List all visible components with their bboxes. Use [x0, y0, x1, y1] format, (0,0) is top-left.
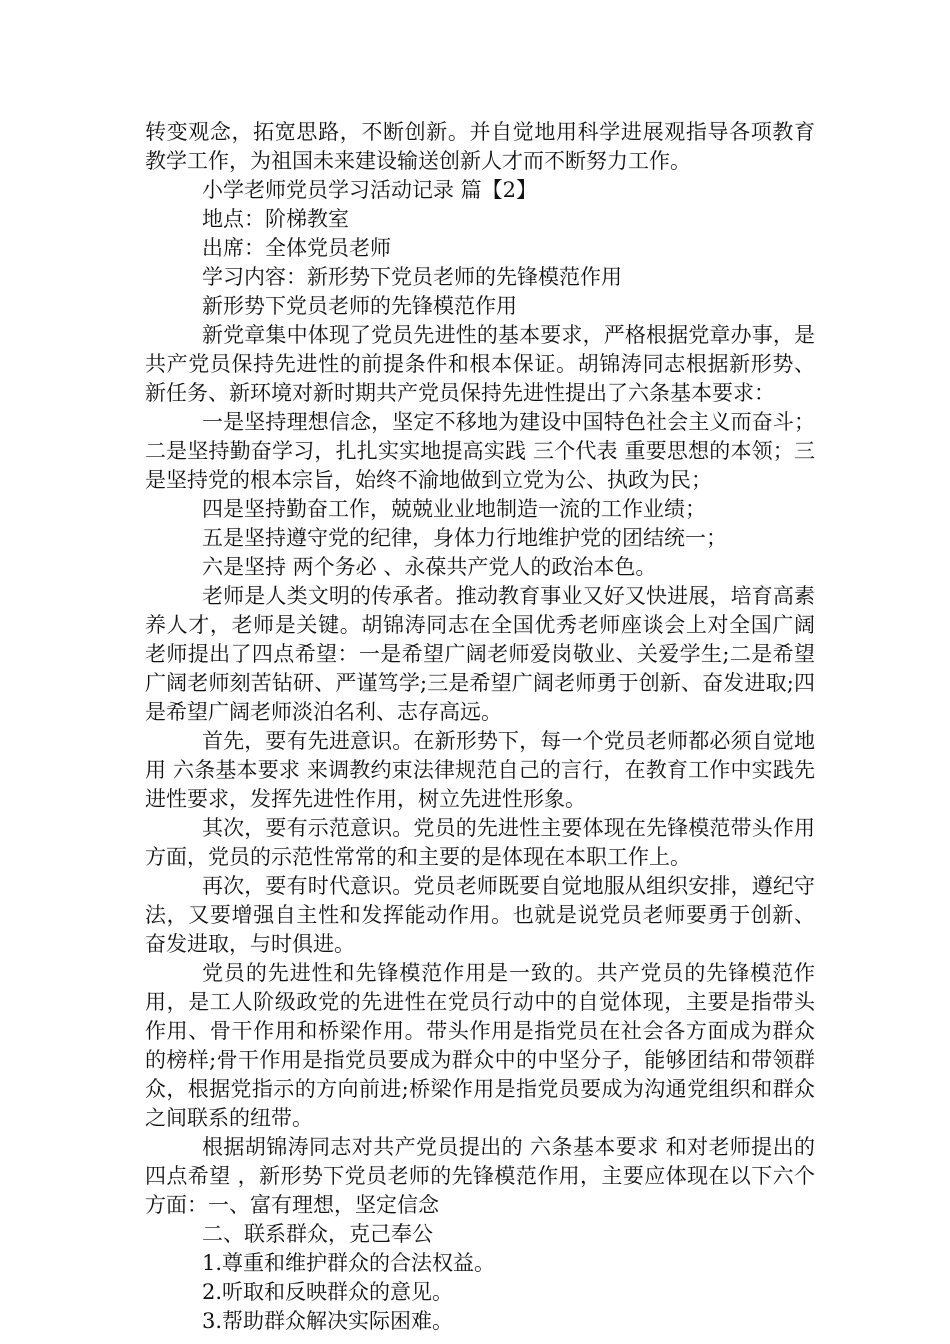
location-line: 地点：阶梯教室 [202, 207, 349, 231]
paragraph: 其次，要有示范意识。党员的先进性主要体现在先锋模范带头作用方面，党员的示范性常常的和主要的是体现在本职工作上。 [145, 816, 815, 869]
paragraph: 老师是人类文明的传承者。推动教育事业又好又快进展，培育高素养人才，老师是关键。胡锦涛同志在全国优秀老师座谈会上对全国广阔老师提出了四点希望：一是希望广阔老师爱岗敬业、关爱学生;二是希望广阔老师刻苦钻研、严谨笃学;三是希望广阔老师勇于创新、奋发进取;四是希望广阔老师淡泊名利、志存高远。 [145, 584, 815, 724]
list-item: 3.帮助群众解决实际困难。 [202, 1309, 454, 1333]
attendance-line: 出席：全体党员老师 [202, 236, 391, 260]
paragraph: 再次，要有时代意识。党员老师既要自觉地服从组织安排，遵纪守法，又要增强自主性和发挥能动作用。也就是说党员老师要勇于创新、奋发进取，与时俱进。 [145, 874, 815, 956]
paragraph: 新党章集中体现了党员先进性的基本要求，严格根据党章办事，是共产党员保持先进性的前提条件和根本保证。胡锦涛同志根据新形势、新任务、新环境对新时期共产党员保持先进性提出了六条基本要求： [145, 323, 815, 405]
list-item: 1.尊重和维护群众的合法权益。 [202, 1251, 496, 1275]
paragraph: 六是坚持 两个务必 、永葆共产党人的政治本色。 [202, 555, 657, 579]
paragraph: 转变观念，拓宽思路，不断创新。并自觉地用科学进展观指导各项教育教学工作，为祖国未来建设输送创新人才而不断努力工作。 [145, 120, 815, 173]
section-heading: 小学老师党员学习活动记录 篇【2】 [202, 178, 538, 202]
paragraph: 党员的先进性和先锋模范作用是一致的。共产党员的先锋模范作用，是工人阶级政党的先进性在党员行动中的自觉体现，主要是指带头作用、骨干作用和桥梁作用。带头作用是指党员在社会各方面成为群众的榜样;骨干作用是指党员要成为群众中的中坚分子，能够团结和带领群众，根据党指示的方向前进;桥梁作用是指党员要成为沟通党组织和群众之间联系的纽带。 [145, 961, 815, 1130]
paragraph: 根据胡锦涛同志对共产党员提出的 六条基本要求 和对老师提出的 四点希望 ，新形势下党员老师的先锋模范作用，主要应体现在以下六个方面：一、富有理想，坚定信念 [145, 1135, 815, 1217]
paragraph: 四是坚持勤奋工作，兢兢业业地制造一流的工作业绩； [202, 497, 706, 521]
paragraph: 首先，要有先进意识。在新形势下，每一个党员老师都必须自觉地用 六条基本要求 来调教约束法律规范自己的言行，在教育工作中实践先进性要求，发挥先进性作用，树立先进性形象。 [145, 729, 815, 811]
paragraph: 二、联系群众，克己奉公 [202, 1222, 433, 1246]
topic-title: 新形势下党员老师的先锋模范作用 [202, 294, 517, 318]
document-page [145, 118, 815, 1336]
list-item: 2.听取和反映群众的意见。 [202, 1280, 454, 1304]
study-content-line: 学习内容：新形势下党员老师的先锋模范作用 [202, 265, 622, 289]
paragraph: 五是坚持遵守党的纪律，身体力行地维护党的团结统一； [202, 526, 727, 550]
paragraph: 一是坚持理想信念，坚定不移地为建设中国特色社会主义而奋斗；二是坚持勤奋学习，扎扎实实地提高实践 三个代表 重要思想的本领；三是坚持党的根本宗旨，始终不渝地做到立党为公、执政为民； [145, 410, 815, 492]
